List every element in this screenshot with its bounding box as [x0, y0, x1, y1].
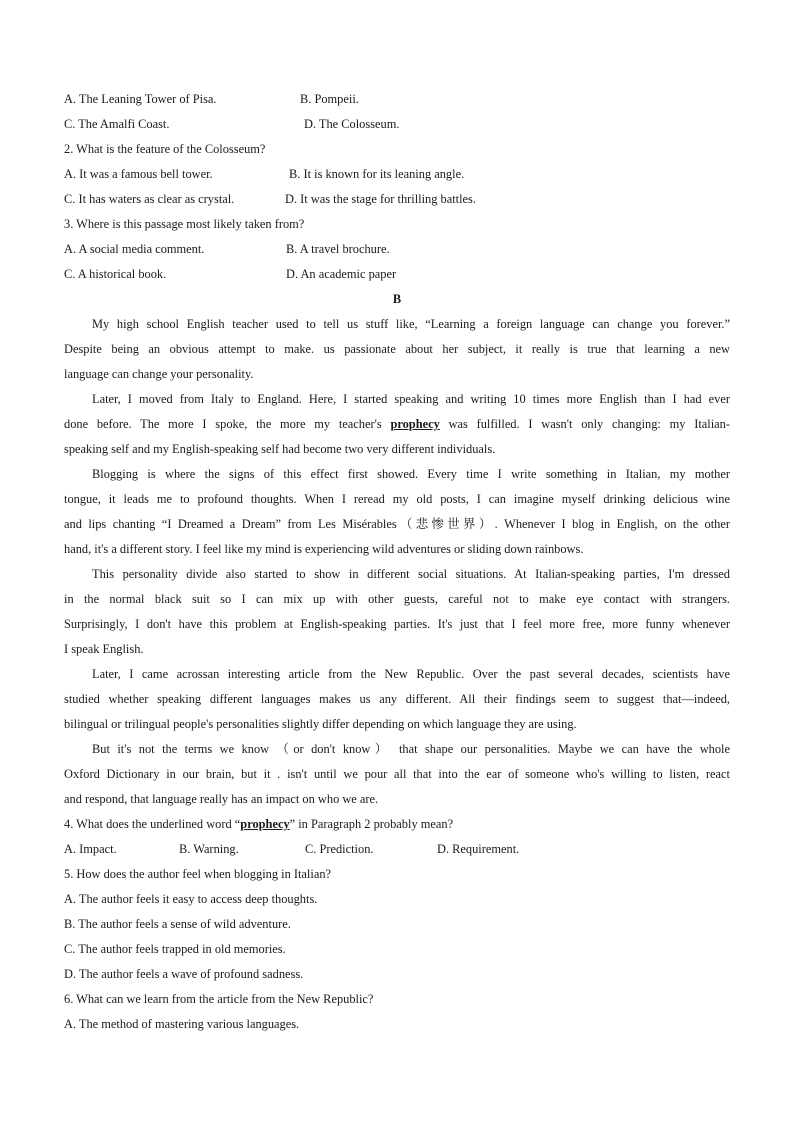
- passage-p4-line1: This personality divide also started to show in different social situations. At Italian-speaking parties, I'm dressed: [92, 567, 730, 581]
- p2-line2-pre: done before. The more I spoke, the more my teacher's: [64, 417, 391, 431]
- q1-option-c: C. The Amalfi Coast.: [64, 117, 170, 131]
- q1-option-b: B. Pompeii.: [300, 92, 359, 106]
- passage-p2-line1: Later, I moved from Italy to England. Here, I started speaking and writing 10 times more English than I had ever: [92, 392, 730, 406]
- passage-p1-line3: language can change your personality.: [64, 367, 254, 381]
- section-heading: B: [392, 292, 402, 306]
- passage-p6-line2: Oxford Dictionary in our brain, but it . isn't until we pour all that into the ear of someone who's willing to listen, react: [64, 767, 730, 781]
- q3-option-a: A. A social media comment.: [64, 242, 205, 256]
- q4-option-d: D. Requirement.: [437, 842, 520, 856]
- q5-stem: 5. How does the author feel when blogging in Italian?: [64, 867, 332, 881]
- passage-p6-line1: But it's not the terms we know （or don't know） that shape our personalities. Maybe we can have the whole: [92, 742, 730, 756]
- q2-option-b: B. It is known for its leaning angle.: [289, 167, 465, 181]
- passage-p2-line3: speaking self and my English-speaking self had become two very different individuals.: [64, 442, 496, 456]
- q4-option-a: A. Impact.: [64, 842, 117, 856]
- p2-line2-post: was fulfilled. I wasn't only changing: my Italian-: [439, 417, 731, 431]
- q4-stem: [64, 812, 453, 837]
- passage-p5-line2: studied whether speaking different languages makes us any different. All their findings seem to suggest that—indeed,: [64, 692, 730, 706]
- q6-option-a: A. The method of mastering various languages.: [64, 1017, 300, 1031]
- q5-option-c: C. The author feels trapped in old memories.: [64, 942, 286, 956]
- passage-p1-line2: Despite being an obvious attempt to make. us passionate about her subject, it really is true that learning a new: [64, 342, 730, 356]
- q3-stem: 3. Where is this passage most likely taken from?: [64, 217, 305, 231]
- q5-option-b: B. The author feels a sense of wild adventure.: [64, 917, 291, 931]
- passage-p3-line1: Blogging is where the signs of this effect first showed. Every time I write something in Italian, my mother: [92, 467, 730, 481]
- passage-p5-line1: Later, I came acrossan interesting article from the New Republic. Over the past several decades, scientists have: [92, 667, 730, 681]
- q1-option-d: D. The Colosseum.: [304, 117, 400, 131]
- q2-option-c: C. It has waters as clear as crystal.: [64, 192, 235, 206]
- passage-p3-line3: and lips chanting “I Dreamed a Dream” from Les Misérables（悲惨世界）. Whenever I blog in English, on the other: [64, 517, 730, 531]
- q6-stem: 6. What can we learn from the article from the New Republic?: [64, 992, 374, 1006]
- q5-option-a: A. The author feels it easy to access deep thoughts.: [64, 892, 318, 906]
- q3-option-d: D. An academic paper: [286, 267, 397, 281]
- q4-underlined-word: prophecy: [240, 817, 290, 831]
- underlined-word-prophecy: prophecy: [390, 417, 440, 431]
- q4-option-b: B. Warning.: [179, 842, 239, 856]
- q2-stem: 2. What is the feature of the Colosseum?: [64, 142, 266, 156]
- passage-p5-line3: bilingual or trilingual people's personalities slightly differ depending on which language they are using.: [64, 717, 577, 731]
- q4-option-c: C. Prediction.: [305, 842, 374, 856]
- passage-p6-line3: and respond, that language really has an impact on who we are.: [64, 792, 379, 806]
- q2-option-d: D. It was the stage for thrilling battles.: [285, 192, 476, 206]
- q3-option-c: C. A historical book.: [64, 267, 167, 281]
- passage-p3-line2: tongue, it leads me to profound thoughts. When I reread my old posts, I can imagine myself drinking delicious wine: [64, 492, 730, 506]
- q2-option-a: A. It was a famous bell tower.: [64, 167, 213, 181]
- passage-p1-line1: My high school English teacher used to tell us stuff like, “Learning a foreign language can change you forever.”: [92, 317, 730, 331]
- q1-option-a: A. The Leaning Tower of Pisa.: [64, 92, 217, 106]
- passage-p3-line4: hand, it's a different story. I feel like my mind is experiencing wild adventures or sliding down rainbows.: [64, 542, 584, 556]
- q4-stem-post: ” in Paragraph 2 probably mean?: [289, 817, 454, 831]
- q4-stem-pre: 4. What does the underlined word “: [64, 817, 241, 831]
- passage-p2-line2: [64, 412, 730, 437]
- q3-option-b: B. A travel brochure.: [286, 242, 390, 256]
- passage-p4-line3: Surprisingly, I don't have this problem at English-speaking parties. It's just that I feel more free, more funny whenever: [64, 617, 730, 631]
- passage-p4-line2: in the normal black suit so I can mix up with other guests, careful not to make eye contact with strangers.: [64, 592, 730, 606]
- q5-option-d: D. The author feels a wave of profound sadness.: [64, 967, 304, 981]
- passage-p4-line4: I speak English.: [64, 642, 144, 656]
